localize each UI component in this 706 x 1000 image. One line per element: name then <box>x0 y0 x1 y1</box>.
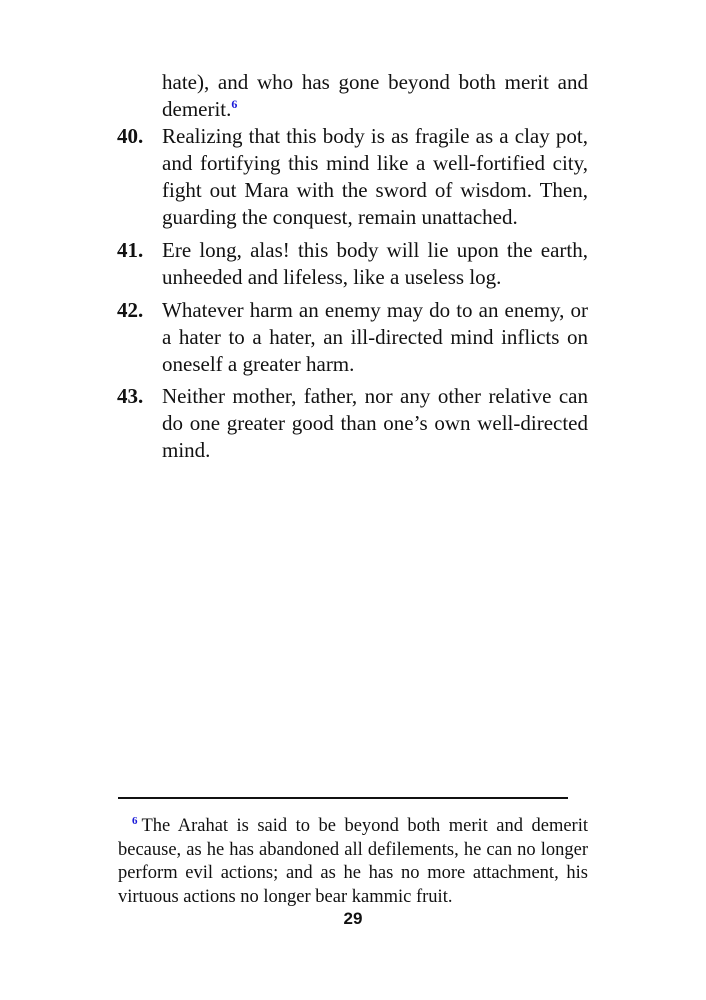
footnote-divider <box>118 797 568 799</box>
verse-40 <box>117 123 588 231</box>
footnote <box>118 815 588 909</box>
verse-text: Ere long, alas! this body will lie upon the earth, unheeded and lifeless, like a useless log. <box>162 238 588 289</box>
verse-text: Whatever harm an enemy may do to an enemy, or a hater to a hater, an ill-directed mind inflicts on oneself a greater harm. <box>162 298 588 376</box>
verse-number: 43. <box>117 384 144 408</box>
verse-text: Neither mother, father, nor any other relative can do one greater good than one’s own well-directed mind. <box>162 384 588 462</box>
verse-text: Realizing that this body is as fragile as a clay pot, and fortifying this mind like a well-fortified city, fight out Mara with the sword of wisdom. Then, guarding the conquest, remain unattached. <box>162 124 588 229</box>
page-number: 29 <box>343 909 363 928</box>
footnote-reference-link[interactable]: 6 <box>231 97 238 111</box>
verse-number: 42. <box>117 298 144 322</box>
verse-number: 41. <box>117 238 144 262</box>
footnote-text: The Arahat is said to be beyond both merit and demerit because, as he has abandoned all defilements, he can no longer perform evil actions; and as he has no more attachment, his virtuous actions no longer bear kammic fruit. <box>118 816 588 907</box>
verse-43 <box>117 383 588 464</box>
footnote-mark: 6 <box>132 814 138 827</box>
continuation-text: hate), and who has gone beyond both merit and demerit. <box>162 70 588 121</box>
verse-number: 40. <box>117 124 144 148</box>
verse-41 <box>117 237 588 291</box>
continuation-paragraph <box>162 69 588 123</box>
verse-42 <box>117 297 588 378</box>
